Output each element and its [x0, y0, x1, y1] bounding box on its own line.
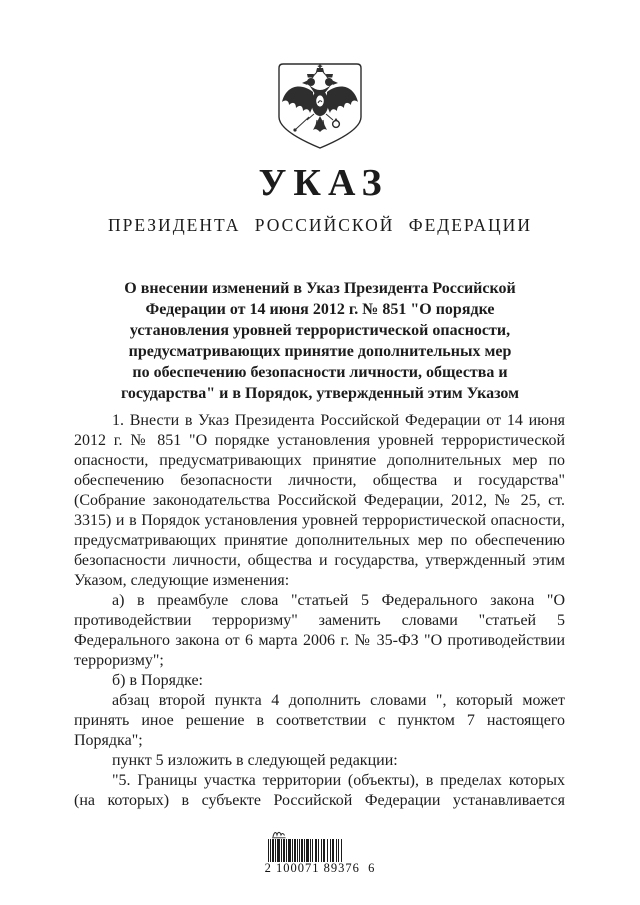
print-mark-icon — [271, 830, 287, 839]
barcode-digits: 2 100071 89376 6 — [264, 861, 376, 875]
document-body — [74, 411, 565, 811]
barcode-icon — [268, 839, 342, 862]
paragraph-amendment-p4: абзац второй пункта 4 дополнить словами ", который может принять иное решение в соответствии с пунктом 7 настоящего Порядка"; — [74, 692, 565, 749]
paragraph-amendment-p5-text: "5. Границы участка территории (объекты), в пределах которых (на которых) в субъекте Российской Федерации устанавливается — [74, 772, 565, 809]
paragraph-amendment-p5-intro: пункт 5 изложить в следующей редакции: — [112, 752, 398, 769]
paragraph-item-b: б) в Порядке: — [112, 672, 203, 689]
russia-coat-of-arms-icon — [276, 62, 364, 150]
title-line: государства" и в Порядок, утвержденный этим Указом — [120, 385, 520, 402]
document-title — [0, 278, 640, 404]
barcode-block — [0, 830, 640, 877]
document-issuer-heading: ПРЕЗИДЕНТА РОССИЙСКОЙ ФЕДЕРАЦИИ — [108, 215, 532, 235]
title-line: по обеспечению безопасности личности, общества и — [132, 364, 508, 381]
title-line: установления уровней террористической опасности, — [129, 322, 511, 339]
paragraph-1: 1. Внести в Указ Президента Российской Федерации от 14 июня 2012 г. № 851 "О порядке установления уровней террористической опасности, предусматривающих принятие дополнительных мер по обеспечению безопасности личности, общества и государства" (Собрание законодательства Российской Федерации, 2012, № 25, ст. 3315) и в Порядок установления уровней террористической опасности, предусматривающих принятие дополнительных мер по обеспечению безопасности личности, общества и государства, утвержденный этим Указом, следующие изменения: — [74, 412, 565, 589]
title-line: О внесении изменений в Указ Президента Российской — [124, 280, 516, 297]
title-line: Федерации от 14 июня 2012 г. № 851 "О порядке — [145, 301, 495, 318]
title-line: предусматривающих принятие дополнительных мер — [128, 343, 512, 360]
document-type-heading: УКАЗ — [258, 162, 389, 204]
paragraph-item-a: а) в преамбуле слова "статьей 5 Федерального закона "О противодействии терроризму" заменить словами "статьей 5 Федерального закона от 6 марта 2006 г. № 35-ФЗ "О противодействии терроризму"; — [74, 592, 565, 669]
